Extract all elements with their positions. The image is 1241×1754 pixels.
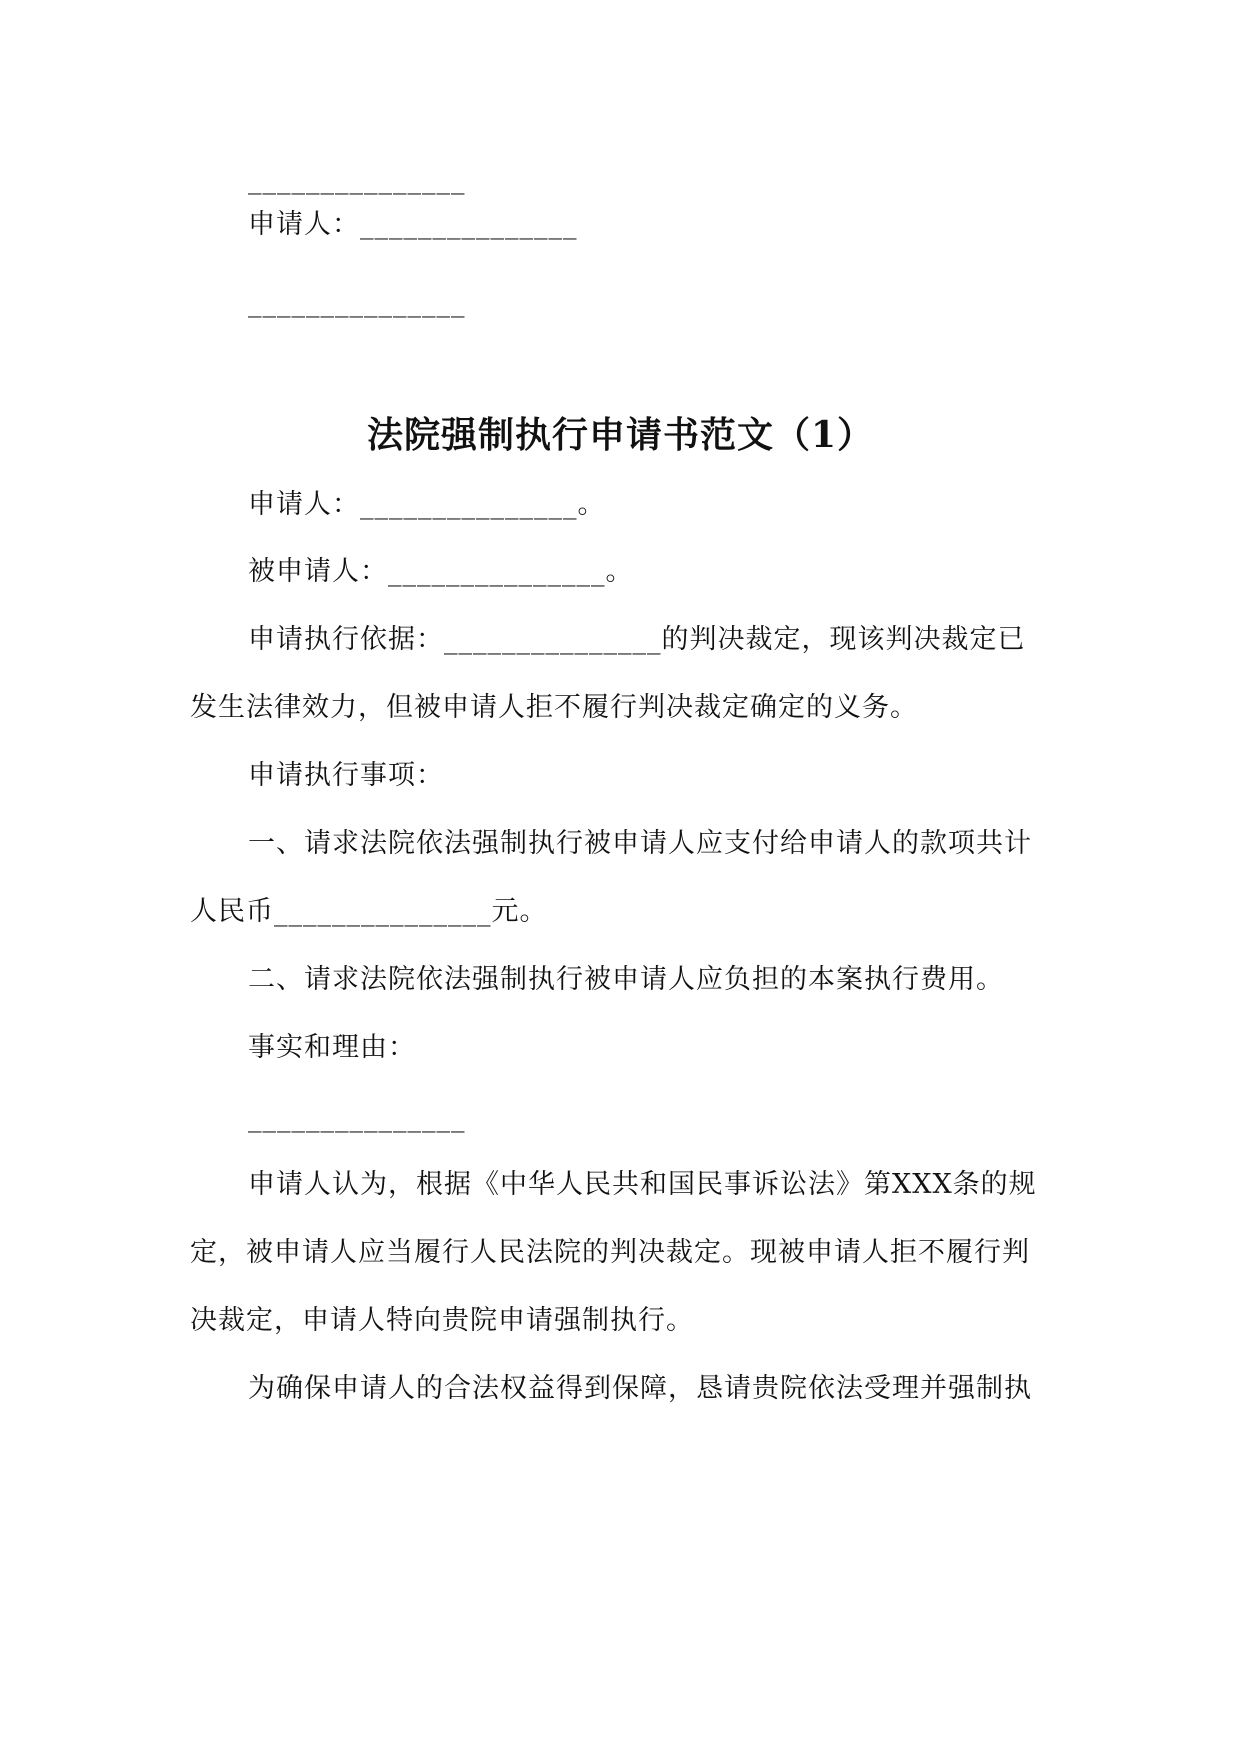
blank-line: _______________ <box>248 287 466 318</box>
blank-line: _______________ <box>248 164 466 195</box>
closing-paragraph-line: 为确保申请人的合法权益得到保障，恳请贵院依法受理并强制执 <box>248 1373 1032 1404</box>
blank-line: _______________ <box>248 1102 466 1133</box>
basis-paragraph-line: 申请执行依据：_______________的判决裁定，现该判决裁定已 <box>248 624 1026 655</box>
basis-paragraph-line: 发生法律效力，但被申请人拒不履行判决裁定确定的义务。 <box>190 692 918 723</box>
reason-paragraph-line: 申请人认为，根据《中华人民共和国民事诉讼法》第XXX条的规 <box>248 1169 1037 1200</box>
item-two-line: 二、请求法院依法强制执行被申请人应负担的本案执行费用。 <box>248 964 1004 995</box>
reason-paragraph-line: 定，被申请人应当履行人民法院的判决裁定。现被申请人拒不履行判 <box>190 1237 1030 1268</box>
matters-heading: 申请执行事项： <box>248 760 444 791</box>
document-title: 法院强制执行申请书范文（1） <box>366 414 875 456</box>
item-one-line: 人民币_______________元。 <box>190 896 548 927</box>
facts-heading: 事实和理由： <box>248 1032 416 1063</box>
respondent-line: 被申请人：_______________。 <box>248 556 634 587</box>
reason-paragraph-line: 决裁定，申请人特向贵院申请强制执行。 <box>190 1305 694 1336</box>
applicant-signature-line: 申请人：_______________ <box>248 209 578 240</box>
applicant-line: 申请人：_______________。 <box>248 489 606 520</box>
item-one-line: 一、请求法院依法强制执行被申请人应支付给申请人的款项共计 <box>248 828 1032 859</box>
